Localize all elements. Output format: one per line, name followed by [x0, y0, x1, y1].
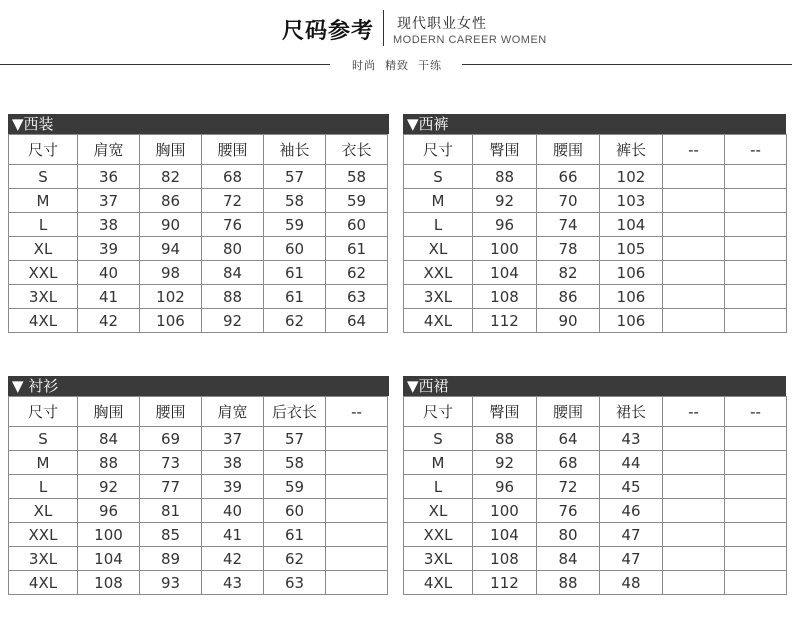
size-cell: 3XL	[9, 285, 78, 309]
value-cell: 61	[264, 523, 326, 547]
value-cell: 81	[140, 499, 202, 523]
table-title-bar: ▼ 衬衫	[8, 376, 389, 396]
size-cell: L	[404, 475, 473, 499]
size-cell: M	[9, 189, 78, 213]
size-cell: XL	[404, 237, 473, 261]
value-cell	[326, 547, 388, 571]
value-cell: 48	[600, 571, 663, 595]
value-cell: 89	[140, 547, 202, 571]
value-cell: 100	[78, 523, 140, 547]
size-cell: 3XL	[404, 547, 473, 571]
value-cell: 47	[600, 523, 663, 547]
value-cell: 40	[202, 499, 264, 523]
header-cell: 腰围	[537, 135, 600, 165]
value-cell: 92	[473, 189, 537, 213]
size-cell: M	[404, 451, 473, 475]
value-cell: 57	[264, 165, 326, 189]
header-cell: 袖长	[264, 135, 326, 165]
value-cell: 42	[78, 309, 140, 333]
size-cell: 3XL	[404, 285, 473, 309]
header-cell: --	[663, 397, 725, 427]
value-cell: 96	[473, 213, 537, 237]
value-cell: 92	[473, 451, 537, 475]
value-cell: 93	[140, 571, 202, 595]
value-cell: 88	[537, 571, 600, 595]
table-row	[9, 213, 388, 237]
value-cell: 84	[202, 261, 264, 285]
value-cell	[326, 427, 388, 451]
value-cell: 73	[140, 451, 202, 475]
size-cell: XXL	[404, 261, 473, 285]
header-cell: 臀围	[473, 397, 537, 427]
value-cell: 94	[140, 237, 202, 261]
table-title-bar: ▼西裙	[403, 376, 786, 396]
size-cell: L	[9, 475, 78, 499]
table-row	[404, 499, 787, 523]
size-cell: S	[9, 165, 78, 189]
header-cell: --	[326, 397, 388, 427]
table-row	[9, 237, 388, 261]
size-table	[8, 396, 388, 595]
value-cell: 70	[537, 189, 600, 213]
value-cell: 82	[537, 261, 600, 285]
table-row	[9, 165, 388, 189]
size-cell: L	[9, 213, 78, 237]
size-table	[403, 134, 787, 333]
value-cell: 38	[78, 213, 140, 237]
value-cell	[663, 475, 725, 499]
size-table	[8, 134, 388, 333]
value-cell: 98	[140, 261, 202, 285]
header-cell: --	[725, 397, 787, 427]
value-cell: 59	[264, 475, 326, 499]
value-cell: 61	[264, 285, 326, 309]
page-title: 尺码参考	[281, 19, 374, 44]
value-cell: 106	[600, 309, 663, 333]
value-cell: 60	[264, 499, 326, 523]
value-cell: 106	[600, 261, 663, 285]
value-cell: 112	[473, 309, 537, 333]
value-cell: 46	[600, 499, 663, 523]
header-cell: --	[725, 135, 787, 165]
size-cell: S	[404, 427, 473, 451]
skirt-size-table	[403, 376, 787, 595]
value-cell: 112	[473, 571, 537, 595]
header-row	[9, 397, 388, 427]
value-cell	[725, 285, 787, 309]
value-cell	[663, 523, 725, 547]
header-cell: 腰围	[202, 135, 264, 165]
size-cell: XXL	[404, 523, 473, 547]
value-cell: 102	[600, 165, 663, 189]
table-title-bar: ▼西装	[8, 114, 389, 134]
title-divider	[383, 10, 384, 46]
value-cell: 84	[537, 547, 600, 571]
header-cell: 臀围	[473, 135, 537, 165]
value-cell	[326, 523, 388, 547]
value-cell: 96	[78, 499, 140, 523]
value-cell	[663, 499, 725, 523]
value-cell: 43	[600, 427, 663, 451]
table-row	[404, 523, 787, 547]
header-rule-right	[462, 64, 792, 65]
value-cell: 39	[202, 475, 264, 499]
header-cell: 裤长	[600, 135, 663, 165]
size-cell: XL	[9, 237, 78, 261]
value-cell: 108	[473, 285, 537, 309]
value-cell: 102	[140, 285, 202, 309]
value-cell: 88	[473, 165, 537, 189]
size-cell: M	[404, 189, 473, 213]
value-cell	[663, 309, 725, 333]
value-cell	[663, 213, 725, 237]
value-cell	[663, 189, 725, 213]
value-cell: 88	[202, 285, 264, 309]
header-cell: 腰围	[537, 397, 600, 427]
value-cell: 104	[600, 213, 663, 237]
value-cell: 108	[78, 571, 140, 595]
value-cell: 58	[264, 189, 326, 213]
value-cell: 85	[140, 523, 202, 547]
value-cell	[725, 237, 787, 261]
table-row	[404, 547, 787, 571]
header-cell: 尺寸	[404, 135, 473, 165]
value-cell: 43	[202, 571, 264, 595]
table-row	[404, 213, 787, 237]
value-cell: 45	[600, 475, 663, 499]
value-cell: 106	[600, 285, 663, 309]
value-cell: 59	[326, 189, 388, 213]
value-cell	[725, 475, 787, 499]
value-cell	[725, 523, 787, 547]
value-cell: 58	[264, 451, 326, 475]
header-cell: 尺寸	[9, 135, 78, 165]
value-cell: 108	[473, 547, 537, 571]
size-cell: 4XL	[9, 571, 78, 595]
value-cell: 64	[537, 427, 600, 451]
value-cell: 37	[78, 189, 140, 213]
header-cell: 肩宽	[202, 397, 264, 427]
table-row	[404, 427, 787, 451]
value-cell: 86	[140, 189, 202, 213]
header-row	[404, 397, 787, 427]
value-cell: 68	[202, 165, 264, 189]
value-cell: 100	[473, 499, 537, 523]
value-cell: 61	[264, 261, 326, 285]
value-cell: 88	[473, 427, 537, 451]
value-cell	[663, 261, 725, 285]
subtitle-english: MODERN CAREER WOMEN	[393, 34, 547, 46]
header-cell: --	[663, 135, 725, 165]
size-cell: XXL	[9, 261, 78, 285]
value-cell: 64	[326, 309, 388, 333]
value-cell: 72	[202, 189, 264, 213]
size-cell: L	[404, 213, 473, 237]
table-row	[9, 189, 388, 213]
header-cell: 裙长	[600, 397, 663, 427]
header-row	[9, 135, 388, 165]
value-cell	[663, 571, 725, 595]
value-cell: 69	[140, 427, 202, 451]
table-row	[9, 285, 388, 309]
value-cell	[663, 165, 725, 189]
table-row	[9, 547, 388, 571]
value-cell: 80	[202, 237, 264, 261]
table-row	[404, 285, 787, 309]
size-cell: 4XL	[404, 571, 473, 595]
value-cell	[663, 237, 725, 261]
value-cell: 74	[537, 213, 600, 237]
header-cell: 尺寸	[404, 397, 473, 427]
value-cell	[725, 189, 787, 213]
page-header	[0, 0, 792, 80]
value-cell	[725, 213, 787, 237]
table-row	[404, 451, 787, 475]
value-cell	[663, 427, 725, 451]
value-cell: 88	[78, 451, 140, 475]
header-rule-left	[0, 64, 330, 65]
value-cell	[663, 285, 725, 309]
value-cell: 41	[202, 523, 264, 547]
header-cell: 肩宽	[78, 135, 140, 165]
table-row	[9, 451, 388, 475]
table-row	[9, 523, 388, 547]
value-cell: 92	[78, 475, 140, 499]
header-row	[404, 135, 787, 165]
size-cell: S	[404, 165, 473, 189]
table-row	[404, 189, 787, 213]
value-cell: 100	[473, 237, 537, 261]
table-row	[404, 165, 787, 189]
value-cell	[725, 547, 787, 571]
size-cell: XXL	[9, 523, 78, 547]
value-cell: 37	[202, 427, 264, 451]
value-cell: 60	[264, 237, 326, 261]
value-cell: 76	[537, 499, 600, 523]
tagline: 时尚 精致 干练	[352, 59, 442, 72]
header-cell: 后衣长	[264, 397, 326, 427]
value-cell: 90	[537, 309, 600, 333]
value-cell: 103	[600, 189, 663, 213]
subtitle-chinese: 现代职业女性	[397, 16, 487, 32]
value-cell	[725, 571, 787, 595]
value-cell: 42	[202, 547, 264, 571]
value-cell: 106	[140, 309, 202, 333]
shirt-size-table	[8, 376, 389, 595]
table-row	[404, 475, 787, 499]
value-cell	[725, 427, 787, 451]
value-cell: 62	[264, 547, 326, 571]
table-row	[404, 237, 787, 261]
value-cell: 60	[326, 213, 388, 237]
value-cell	[725, 165, 787, 189]
value-cell: 105	[600, 237, 663, 261]
value-cell: 61	[326, 237, 388, 261]
table-row	[9, 499, 388, 523]
value-cell: 47	[600, 547, 663, 571]
suit-size-table	[8, 114, 389, 333]
value-cell: 82	[140, 165, 202, 189]
value-cell: 40	[78, 261, 140, 285]
value-cell: 104	[473, 523, 537, 547]
value-cell	[326, 475, 388, 499]
value-cell	[663, 547, 725, 571]
value-cell: 63	[264, 571, 326, 595]
value-cell: 36	[78, 165, 140, 189]
value-cell: 76	[202, 213, 264, 237]
value-cell: 44	[600, 451, 663, 475]
value-cell: 63	[326, 285, 388, 309]
value-cell: 90	[140, 213, 202, 237]
value-cell: 72	[537, 475, 600, 499]
value-cell	[663, 451, 725, 475]
value-cell	[326, 499, 388, 523]
value-cell: 92	[202, 309, 264, 333]
value-cell	[725, 309, 787, 333]
value-cell	[725, 499, 787, 523]
table-row	[404, 309, 787, 333]
header-cell: 腰围	[140, 397, 202, 427]
value-cell: 77	[140, 475, 202, 499]
value-cell: 41	[78, 285, 140, 309]
table-title-bar: ▼西裤	[403, 114, 786, 134]
value-cell	[725, 261, 787, 285]
table-row	[9, 475, 388, 499]
size-cell: 4XL	[404, 309, 473, 333]
value-cell: 68	[537, 451, 600, 475]
value-cell: 80	[537, 523, 600, 547]
value-cell	[725, 451, 787, 475]
value-cell: 96	[473, 475, 537, 499]
value-cell: 58	[326, 165, 388, 189]
value-cell	[326, 571, 388, 595]
size-cell: 4XL	[9, 309, 78, 333]
size-cell: XL	[9, 499, 78, 523]
header-cell: 衣长	[326, 135, 388, 165]
size-table	[403, 396, 787, 595]
value-cell: 38	[202, 451, 264, 475]
size-cell: S	[9, 427, 78, 451]
value-cell: 78	[537, 237, 600, 261]
size-cell: M	[9, 451, 78, 475]
value-cell: 104	[78, 547, 140, 571]
value-cell	[326, 451, 388, 475]
table-row	[9, 571, 388, 595]
size-cell: 3XL	[9, 547, 78, 571]
table-row	[9, 427, 388, 451]
table-row	[404, 261, 787, 285]
trousers-size-table	[403, 114, 787, 333]
table-row	[9, 261, 388, 285]
value-cell: 39	[78, 237, 140, 261]
table-row	[9, 309, 388, 333]
value-cell: 84	[78, 427, 140, 451]
header-cell: 尺寸	[9, 397, 78, 427]
size-cell: XL	[404, 499, 473, 523]
value-cell: 66	[537, 165, 600, 189]
value-cell: 59	[264, 213, 326, 237]
value-cell: 57	[264, 427, 326, 451]
table-row	[404, 571, 787, 595]
header-cell: 胸围	[140, 135, 202, 165]
value-cell: 62	[264, 309, 326, 333]
value-cell: 62	[326, 261, 388, 285]
header-cell: 胸围	[78, 397, 140, 427]
value-cell: 86	[537, 285, 600, 309]
value-cell: 104	[473, 261, 537, 285]
